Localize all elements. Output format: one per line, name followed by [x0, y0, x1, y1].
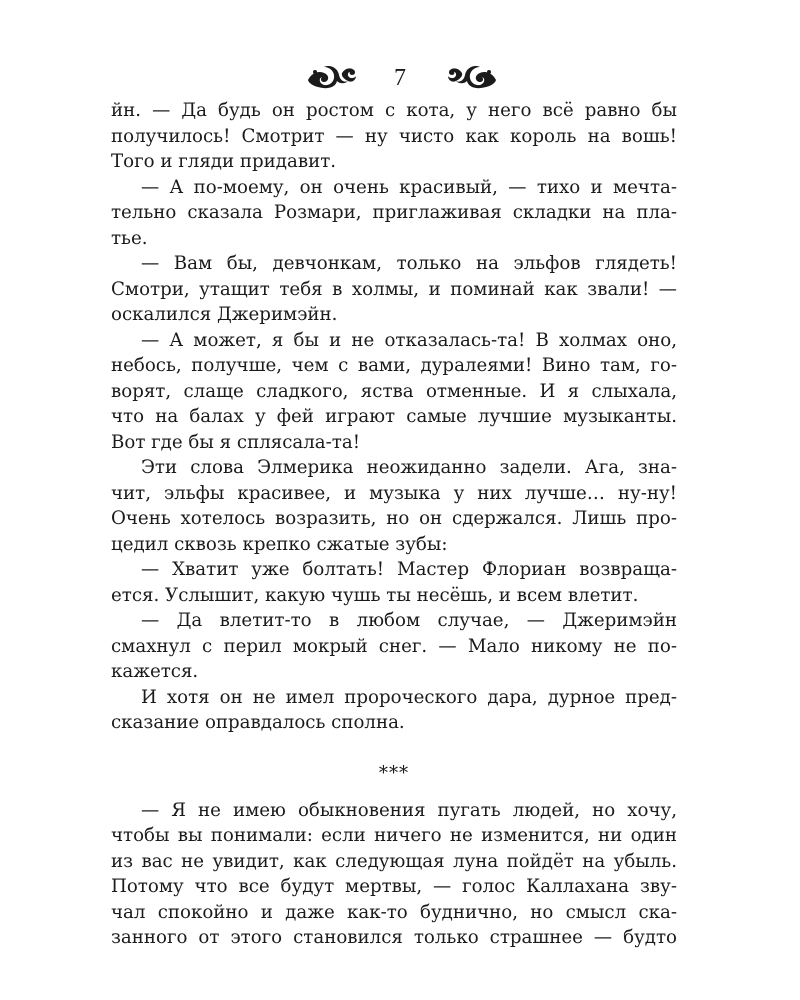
- text-line: тельно сказала Розмари, приглаживая складки на пла-: [111, 202, 677, 223]
- page-header: [0, 62, 800, 94]
- text-line: сказание оправдалось сполна.: [111, 712, 405, 733]
- text-line: ворят, слаще сладкого, яства отменные. И я слыхала,: [111, 380, 677, 402]
- text-line: — Вам бы, девчонкам, только на эльфов глядеть!: [141, 253, 677, 274]
- flourish-ornament-right-icon: [446, 62, 498, 95]
- page-body: [111, 98, 677, 951]
- text-line: чит, эльфы красивее, и музыка у них лучше… ну-ну!: [111, 482, 677, 504]
- text-line: Вот где бы я сплясала-та!: [111, 431, 361, 453]
- text-line: что на балах у фей играют самые лучшие музыканты.: [111, 406, 677, 427]
- text-line: И хотя он не имел пророческого дара, дурное пред-: [141, 686, 677, 708]
- text-line: Эти слова Элмерика неожиданно задели. Ага, зна-: [141, 457, 677, 478]
- text-line: — А по-моему, он очень красивый, — тихо и мечта-: [141, 176, 677, 198]
- section-separator: ***: [378, 763, 410, 784]
- text-line: Того и гляди придавит.: [111, 151, 337, 172]
- text-line: смахнул с перил мокрый снег. — Мало никому не по-: [111, 635, 677, 657]
- text-line: Очень хотелось возразить, но он сдержался. Лишь про-: [111, 508, 677, 529]
- text-line: — А может, я бы и не отказалась-та! В холмах оно,: [141, 329, 677, 351]
- text-line: чтобы вы понимали: если ничего не изменится, ни один: [111, 825, 677, 846]
- text-line: — Хватит уже болтать! Мастер Флориан возвраща-: [141, 559, 677, 580]
- text-line: Смотри, утащит тебя в холмы, и поминай как звали! —: [111, 278, 677, 300]
- text-line: цедил сквозь крепко сжатые зубы:: [111, 533, 448, 555]
- text-line: — Я не имею обыкновения пугать людей, но хочу,: [141, 799, 677, 821]
- text-line: из вас не увидит, как следующая луна пойдёт на убыль.: [111, 850, 677, 872]
- text-line: йн. — Да будь он ростом с кота, у него всё равно бы: [111, 100, 677, 121]
- text-line: — Да влетит-то в любом случае, — Джеримэйн: [141, 610, 677, 631]
- text-before-separator: [111, 98, 677, 736]
- text-line: кажется.: [111, 661, 199, 682]
- text-line: небось, получше, чем с вами, дуралеями! Вино там, го-: [111, 355, 677, 376]
- text-after-separator: [111, 798, 677, 951]
- text-line: занного от этого становился только страшнее — будто: [111, 927, 677, 948]
- text-line: получилось! Смотрит — ну чисто как король на вошь!: [111, 125, 677, 147]
- flourish-ornament-left-icon: [306, 62, 358, 95]
- text-line: Потому что все будут мертвы, — голос Каллахана зву-: [111, 876, 677, 897]
- page-number: 7: [394, 65, 406, 91]
- text-line: ется. Услышит, какую чушь ты несёшь, и всем влетит.: [111, 584, 639, 606]
- text-line: оскалился Джеримэйн.: [111, 304, 338, 325]
- text-line: тье.: [111, 227, 148, 249]
- text-line: чал спокойно и даже как-то буднично, но смысл ска-: [111, 901, 677, 923]
